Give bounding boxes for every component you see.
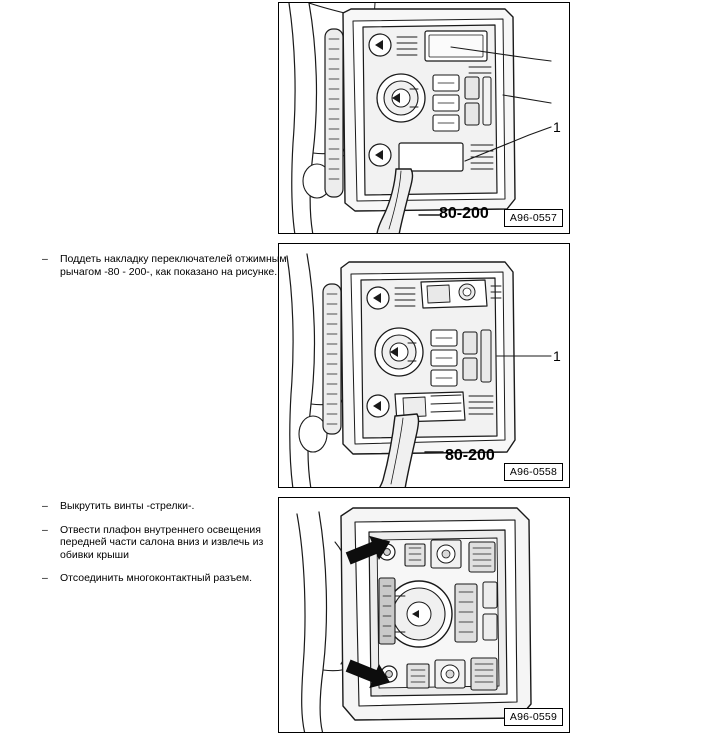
instruction-block-1	[38, 253, 288, 289]
bullet-dash: –	[42, 500, 48, 512]
figure-1-illustration	[279, 3, 570, 234]
instruction-text: Выкрутить винты -стрелки-.	[60, 500, 195, 512]
instruction-item	[38, 572, 288, 585]
bullet-dash: –	[42, 253, 48, 265]
tool-label-80-200-fig1: 80-200	[439, 205, 489, 222]
figure-code-fig2: A96-0558	[504, 463, 563, 481]
callout-1-fig1: 1	[553, 119, 561, 135]
instruction-item	[38, 500, 288, 513]
tool-label-80-200-fig2: 80-200	[445, 447, 495, 464]
instruction-text: Поддеть накладку переключателей отжимным рычагом -80 - 200-, как показано на рисунке.	[60, 253, 287, 278]
instruction-item	[38, 524, 288, 562]
figure-2	[278, 243, 570, 488]
figure-2-illustration	[279, 244, 570, 488]
callout-1-fig2: 1	[553, 348, 561, 364]
instruction-text: Отсоединить многоконтактный разъем.	[60, 572, 253, 585]
bullet-dash: –	[42, 572, 48, 585]
bullet-dash: –	[42, 523, 48, 536]
figure-1	[278, 2, 570, 234]
figure-code-fig3: A96-0559	[504, 708, 563, 726]
instruction-text: Отвести плафон внутреннего освещения передней части салона вниз и извлечь из обивки крыши	[60, 523, 264, 561]
instruction-block-2	[38, 500, 288, 596]
instruction-item	[38, 253, 288, 278]
figure-3	[278, 497, 570, 733]
figure-3-illustration	[279, 498, 570, 733]
figure-code-fig1: A96-0557	[504, 209, 563, 227]
